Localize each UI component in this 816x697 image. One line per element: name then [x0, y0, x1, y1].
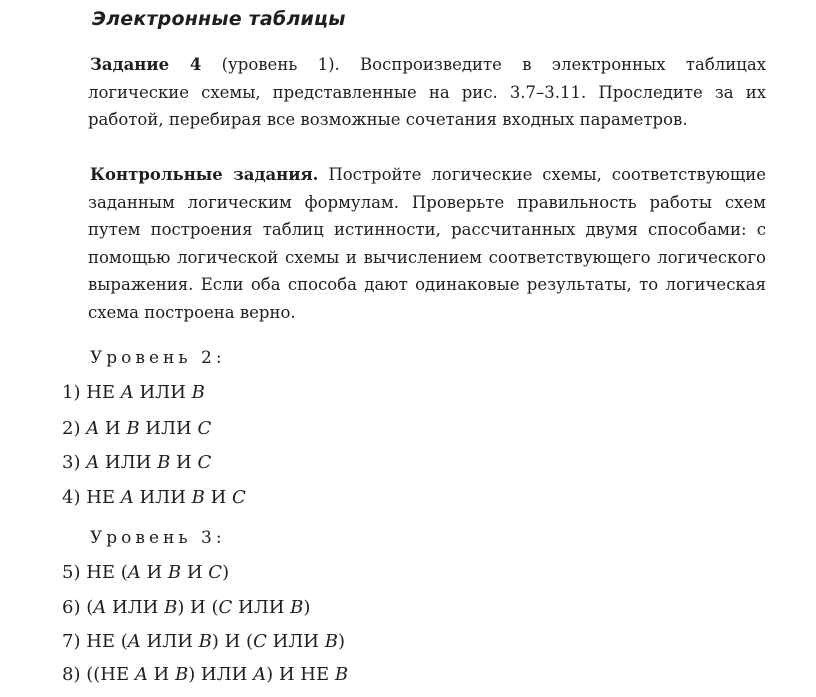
formula-item: 1) НЕ A ИЛИ B: [62, 382, 205, 403]
task-level: (уровень 1).: [221, 55, 340, 74]
formula-item: 6) (A ИЛИ B) И (C ИЛИ B): [62, 597, 311, 618]
control-text: Постройте логические схемы, соответствующие заданным логическим формулам. Проверьте правильность работы схем путем построения таблиц истинности, рассчитанных двумя способами: с помощью логической схемы и вычислением соответствующего логического выражения. Если оба способа дают одинаковые результаты, то логическая схема построена верно.: [88, 165, 766, 322]
formula-item: 7) НЕ (A ИЛИ B) И (C ИЛИ B): [62, 631, 345, 652]
formula-item: 5) НЕ (A И B И C): [62, 562, 230, 583]
formula-item: 4) НЕ A ИЛИ B И C: [62, 487, 246, 508]
level2-heading: Уровень 2:: [90, 348, 226, 368]
formula-item: 2) A И B ИЛИ C: [62, 418, 212, 439]
control-label: Контрольные задания.: [90, 165, 319, 184]
control-paragraph: [88, 161, 766, 326]
task-label: Задание 4: [90, 55, 202, 74]
formula-item: 8) ((НЕ A И B) ИЛИ A) И НЕ B: [62, 664, 349, 685]
section-title: Электронные таблицы: [92, 8, 346, 30]
task-text: Воспроизведите в электронных таблицах логические схемы, представленные на рис. 3.7–3.11. Проследите за их работой, перебирая все возможные сочетания входных параметров.: [88, 55, 767, 129]
level3-heading: Уровень 3:: [90, 528, 226, 548]
task-paragraph: [88, 51, 766, 134]
formula-item: 3) A ИЛИ B И C: [62, 452, 212, 473]
